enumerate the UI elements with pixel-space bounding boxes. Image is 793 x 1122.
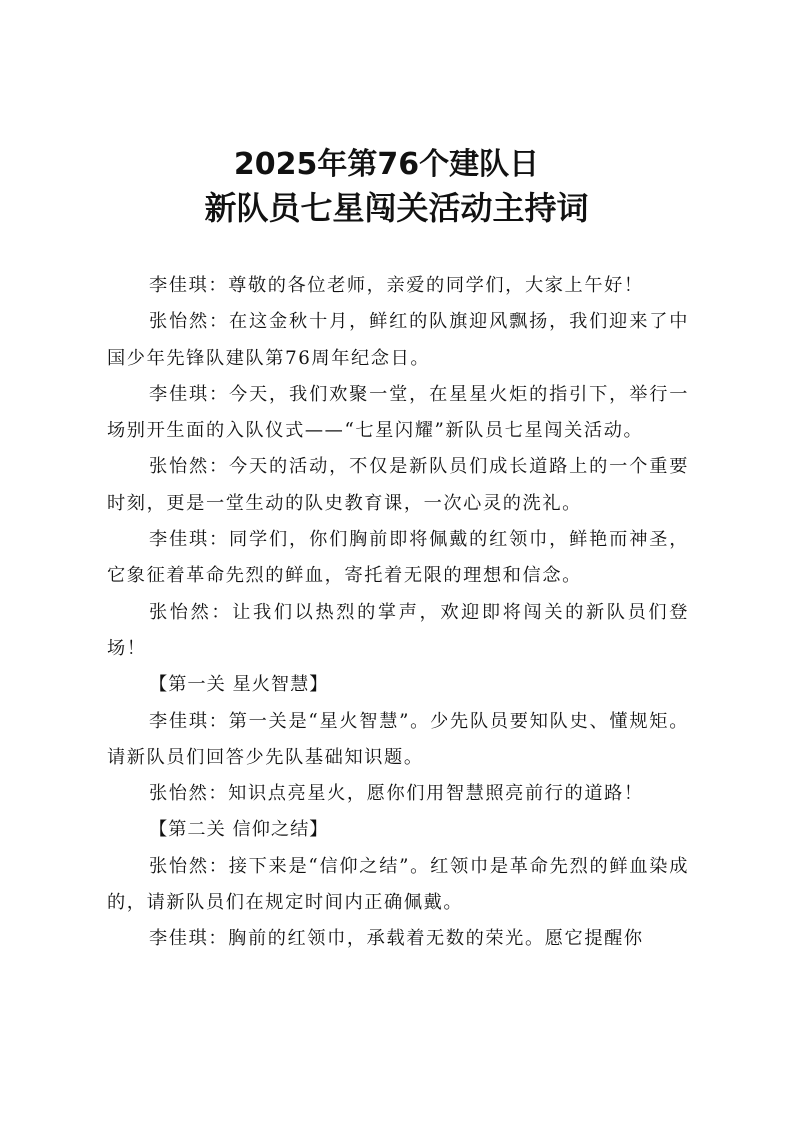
document-title-line-1: 2025年第76个建队日 <box>233 147 540 182</box>
paragraph: 李佳琪：同学们，你们胸前即将佩戴的红领巾，鲜艳而神圣，它象征着革命先烈的鲜血，寄托着无限的理想和信念。 <box>107 529 689 587</box>
paragraph: 李佳琪：第一关是“星火智慧”。少先队员要知队史、懂规矩。请新队员们回答少先队基础知识题。 <box>107 710 689 768</box>
paragraph: 李佳琪：尊敬的各位老师，亲爱的同学们，大家上午好！ <box>149 275 644 296</box>
paragraph: 张怡然：接下来是“信仰之结”。红领巾是革命先烈的鲜血染成的，请新队员们在规定时间内正确佩戴。 <box>107 855 689 914</box>
paragraph: 张怡然：知识点亮星火，愿你们用智慧照亮前行的道路！ <box>149 783 644 805</box>
paragraph: 张怡然：在这金秋十月，鲜红的队旗迎风飘扬，我们迎来了中国少年先锋队建队第76周年纪念日。 <box>107 311 689 369</box>
document-title-line-2: 新队员七星闯关活动主持词 <box>204 189 589 227</box>
section-heading-2: 【第二关 信仰之结】 <box>149 819 329 841</box>
paragraph: 李佳琪：胸前的红领巾，承载着无数的荣光。愿它提醒你 <box>149 928 644 950</box>
paragraph: 张怡然：让我们以热烈的掌声，欢迎即将闯关的新队员们登场！ <box>107 601 689 659</box>
section-heading-1: 【第一关 星火智慧】 <box>149 674 329 696</box>
document-body <box>107 268 689 958</box>
paragraph: 李佳琪：今天，我们欢聚一堂，在星星火炬的指引下，举行一场别开生面的入队仪式——“七星闪耀”新队员七星闯关活动。 <box>107 383 689 442</box>
paragraph: 张怡然：今天的活动，不仅是新队员们成长道路上的一个重要时刻，更是一堂生动的队史教育课，一次心灵的洗礼。 <box>107 456 689 514</box>
